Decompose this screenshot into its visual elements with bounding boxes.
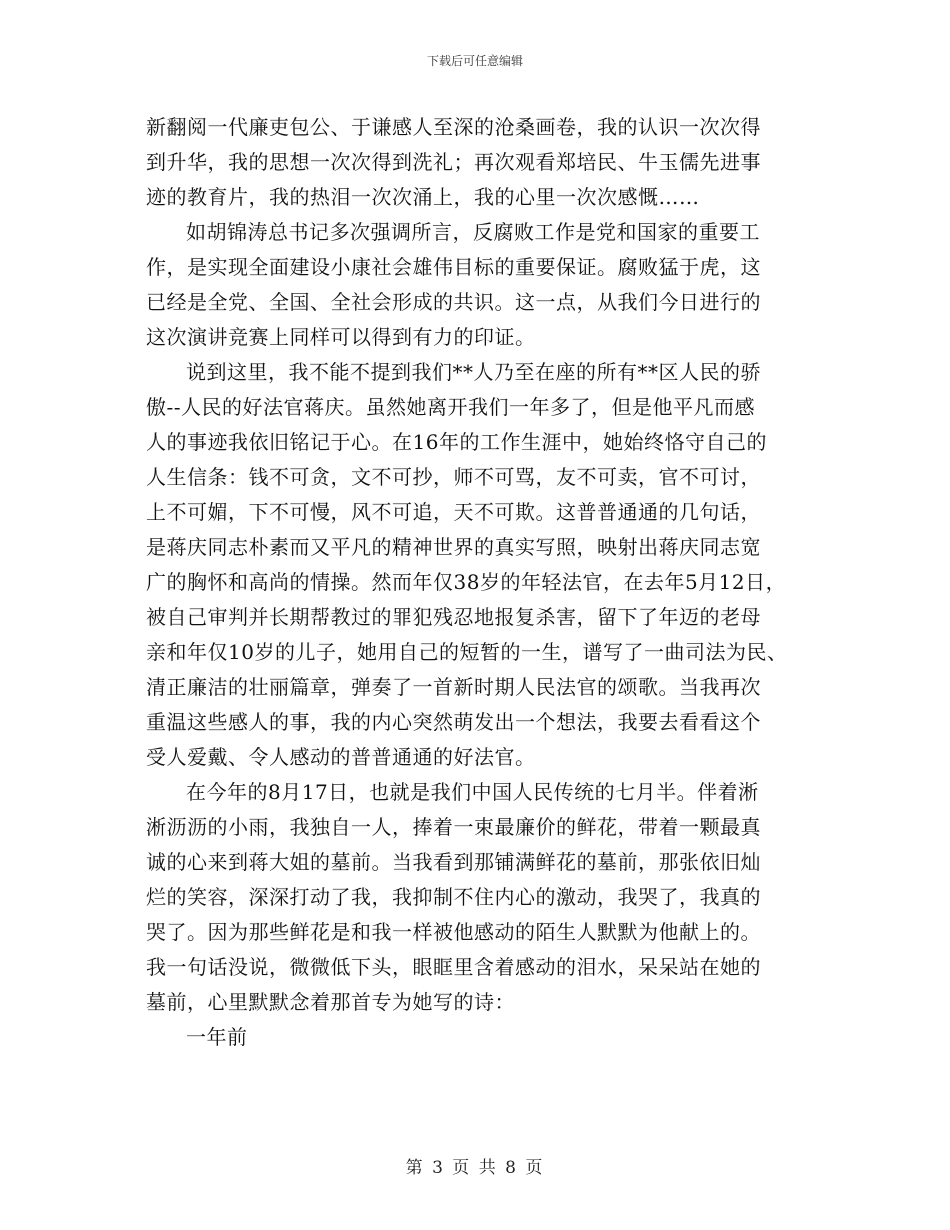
header-note: 下载后可任意编辑 [426, 54, 523, 68]
text-line: 新翻阅一代廉吏包公、于谦感人至深的沧桑画卷，我的认识一次次得 [146, 115, 761, 139]
text-line: 作，是实现全面建设小康社会雄伟目标的重要保证。腐败猛于虎，这 [146, 255, 761, 279]
text-line: 我一句话没说，微微低下头，眼眶里含着感动的泪水，呆呆站在她的 [146, 955, 761, 979]
text-line: 广的胸怀和高尚的情操。然而年仅38岁的年轻法官，在去年5月12日， [146, 570, 787, 594]
text-line: 傲--人民的好法官蒋庆。虽然她离开我们一年多了，但是他平凡而感 [146, 395, 756, 419]
text-line: 是蒋庆同志朴素而又平凡的精神世界的真实写照，映射出蒋庆同志宽 [146, 535, 761, 559]
text-line: 亲和年仅10岁的儿子，她用自己的短暂的一生，谱写了一曲司法为民、 [146, 640, 788, 664]
text-line: 诚的心来到蒋大姐的墓前。当我看到那铺满鲜花的墓前，那张依旧灿 [146, 850, 761, 874]
text-line: 上不可媚，下不可慢，风不可追，天不可欺。这普普通通的几句话， [146, 500, 761, 524]
text-line: 重温这些感人的事，我的内心突然萌发出一个想法，我要去看看这个 [146, 710, 761, 734]
text-line: 这次演讲竞赛上同样可以得到有力的印证。 [146, 325, 536, 349]
text-line: 迹的教育片，我的热泪一次次涌上，我的心里一次次感慨…… [146, 185, 700, 209]
text-line: 一年前 [186, 1025, 248, 1049]
text-line: 到升华，我的思想一次次得到洗礼；再次观看郑培民、牛玉儒先进事 [146, 150, 761, 174]
text-line: 墓前，心里默默念着那首专为她写的诗： [146, 990, 515, 1014]
text-line: 如胡锦涛总书记多次强调所言，反腐败工作是党和国家的重要工 [186, 220, 760, 244]
text-line: 人生信条：钱不可贪，文不可抄，师不可骂，友不可卖，官不可讨， [146, 465, 761, 489]
text-line: 清正廉洁的壮丽篇章，弹奏了一首新时期人民法官的颂歌。当我再次 [146, 675, 761, 699]
document-body [146, 110, 826, 1055]
text-line: 被自己审判并长期帮教过的罪犯残忍地报复杀害，留下了年迈的老母 [146, 605, 761, 629]
text-line: 已经是全党、全国、全社会形成的共识。这一点，从我们今日进行的 [146, 290, 761, 314]
text-line: 说到这里，我不能不提到我们**人乃至在座的所有**区人民的骄 [186, 360, 761, 384]
text-line: 在今年的8月17日，也就是我们中国人民传统的七月半。伴着淅 [186, 780, 759, 804]
text-line: 烂的笑容，深深打动了我，我抑制不住内心的激动，我哭了，我真的 [146, 885, 761, 909]
text-line: 哭了。因为那些鲜花是和我一样被他感动的陌生人默默为他献上的。 [146, 920, 761, 944]
text-line: 人的事迹我依旧铭记于心。在16年的工作生涯中，她始终恪守自己的 [146, 430, 767, 454]
page-footer: 第 3 页 共 8 页 [405, 1158, 545, 1178]
text-line: 受人爱戴、令人感动的普普通通的好法官。 [146, 745, 536, 769]
text-line: 淅沥沥的小雨，我独自一人，捧着一束最廉价的鲜花，带着一颗最真 [146, 815, 761, 839]
